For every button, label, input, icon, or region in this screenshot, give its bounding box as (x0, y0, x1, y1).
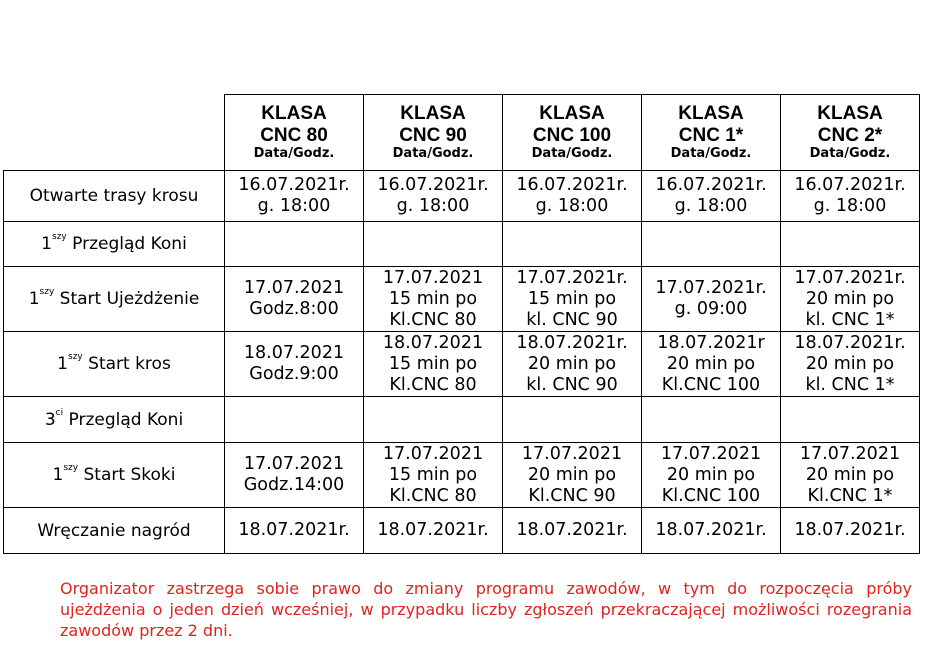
table-row (4, 267, 920, 332)
schedule-table (3, 94, 920, 554)
schedule-cell (225, 397, 364, 443)
schedule-cell (364, 443, 503, 508)
column-header-cnc1star (642, 95, 781, 171)
column-class-name: CNC 1* (678, 124, 744, 146)
schedule-cell (781, 508, 920, 554)
cell-line: 17.07.2021r. (516, 267, 628, 288)
cell-line: g. 18:00 (813, 196, 887, 216)
column-class-name: CNC 90 (399, 124, 467, 146)
cell-line: 17.07.2021 (382, 267, 484, 288)
schedule-cell (781, 332, 920, 397)
cell-line: kl. CNC 90 (526, 374, 618, 395)
cell-line: 20 min po (527, 464, 617, 485)
schedule-cell (364, 397, 503, 443)
schedule-cell (364, 171, 503, 222)
schedule-cell (503, 222, 642, 267)
row-label-superscript: ci (55, 407, 64, 418)
schedule-cell (503, 332, 642, 397)
schedule-cell (503, 397, 642, 443)
row-label-superscript: szy (52, 232, 67, 242)
schedule-cell (503, 508, 642, 554)
table-row (4, 397, 920, 443)
row-label-text: Start Ujeżdżenie (54, 289, 200, 309)
schedule-cell (503, 443, 642, 508)
cell-line: 16.07.2021r. (516, 175, 628, 195)
column-klasa-label: KLASA (678, 102, 744, 124)
schedule-cell (642, 508, 781, 554)
row-label-superscript: szy (68, 352, 83, 362)
cell-line: Kl.CNC 80 (389, 374, 477, 395)
schedule-cell (781, 443, 920, 508)
column-sub-label: Data/Godz. (670, 146, 752, 162)
row-label-ordinal: 1 (52, 465, 64, 485)
cell-line: g. 18:00 (535, 196, 609, 216)
cell-line: 18.07.2021r (657, 332, 765, 353)
cell-line: 17.07.2021 (382, 443, 484, 464)
cell-line: Godz.8:00 (249, 299, 339, 319)
cell-line: 16.07.2021r. (377, 175, 489, 195)
schedule-cell (781, 267, 920, 332)
cell-line: 16.07.2021r. (794, 175, 906, 195)
cell-line: 17.07.2021 (243, 278, 345, 298)
schedule-cell (642, 332, 781, 397)
table-row (4, 443, 920, 508)
column-class-name: CNC 100 (532, 124, 612, 146)
row-label-text: Przegląd Koni (63, 409, 184, 430)
cell-line: g. 09:00 (674, 299, 748, 319)
schedule-cell (642, 397, 781, 443)
cell-line: 16.07.2021r. (238, 175, 350, 195)
cell-line: 20 min po (527, 353, 617, 374)
header-blank-cell (4, 95, 225, 171)
cell-line: Kl.CNC 100 (661, 374, 761, 395)
row-label-text: Start kros (82, 354, 171, 374)
schedule-cell (781, 397, 920, 443)
cell-line: 18.07.2021r. (794, 520, 906, 540)
row-label (4, 332, 225, 397)
column-sub-label: Data/Godz. (531, 146, 613, 162)
cell-line: 16.07.2021r. (655, 175, 767, 195)
cell-line: 17.07.2021 (799, 443, 901, 464)
cell-line: 18.07.2021 (382, 332, 484, 353)
schedule-cell (642, 171, 781, 222)
cell-line: 20 min po (666, 464, 756, 485)
schedule-cell (364, 222, 503, 267)
schedule-cell (642, 222, 781, 267)
cell-line: 18.07.2021r. (516, 332, 628, 353)
row-label-text: Wręczanie nagród (37, 520, 191, 541)
cell-line: 18.07.2021r. (377, 520, 489, 540)
schedule-cell (503, 267, 642, 332)
row-label-superscript: szy (39, 287, 55, 297)
row-label (4, 397, 225, 443)
cell-line: Kl.CNC 1* (807, 485, 893, 506)
cell-line: Kl.CNC 100 (661, 485, 761, 506)
cell-line: kl. CNC 1* (805, 309, 895, 330)
cell-line: 20 min po (805, 288, 895, 309)
row-label (4, 171, 225, 222)
cell-line: Kl.CNC 80 (389, 309, 477, 330)
column-klasa-label: KLASA (400, 102, 466, 124)
cell-line: Kl.CNC 80 (389, 485, 477, 506)
row-label-superscript: szy (63, 463, 79, 473)
schedule-cell (503, 171, 642, 222)
cell-line: 17.07.2021 (521, 443, 623, 464)
cell-line: kl. CNC 1* (805, 374, 895, 395)
row-label-ordinal: 1 (28, 289, 40, 309)
cell-line: 15 min po (527, 288, 617, 309)
schedule-cell (642, 443, 781, 508)
cell-line: 18.07.2021r. (516, 520, 628, 540)
cell-line: 20 min po (805, 353, 895, 374)
cell-line: 17.07.2021r. (655, 278, 767, 298)
cell-line: Kl.CNC 90 (528, 485, 616, 506)
row-label-text: Otwarte trasy krosu (29, 186, 199, 206)
cell-line: g. 18:00 (674, 196, 748, 216)
schedule-cell (364, 267, 503, 332)
column-klasa-label: KLASA (539, 102, 605, 124)
column-sub-label: Data/Godz. (253, 146, 335, 162)
cell-line: 20 min po (805, 464, 895, 485)
schedule-cell (225, 332, 364, 397)
schedule-cell (642, 267, 781, 332)
column-klasa-label: KLASA (817, 102, 883, 124)
row-label-ordinal: 1 (41, 234, 52, 254)
schedule-cell (225, 267, 364, 332)
schedule-cell (781, 171, 920, 222)
cell-line: Godz.14:00 (243, 475, 345, 495)
schedule-cell (364, 332, 503, 397)
row-label-text: Przegląd Koni (66, 234, 187, 254)
table-row (4, 332, 920, 397)
cell-line: 17.07.2021 (660, 443, 762, 464)
schedule-cell (225, 508, 364, 554)
cell-line: 15 min po (388, 288, 478, 309)
column-class-name: CNC 2* (817, 124, 883, 146)
row-label-text: Start Skoki (78, 465, 176, 485)
column-klasa-label: KLASA (261, 102, 327, 124)
cell-line: 15 min po (388, 464, 478, 485)
cell-line: kl. CNC 90 (526, 309, 618, 330)
column-class-name: CNC 80 (260, 124, 328, 146)
column-header-cnc100 (503, 95, 642, 171)
cell-line: 18.07.2021r. (238, 520, 350, 540)
organizer-note: Organizator zastrzega sobie prawo do zmiany programu zawodów, w tym do rozpoczęcia próby ujeżdżenia o jeden dzień wcześniej, w przypadku liczby zgłoszeń przekraczającej możliwości rozegrania zawodów przez 2 dni. (60, 579, 912, 640)
row-label-ordinal: 3 (44, 409, 56, 430)
table-row (4, 222, 920, 267)
cell-line: 15 min po (388, 353, 478, 374)
cell-line: 17.07.2021r. (794, 267, 906, 288)
cell-line: 18.07.2021r. (655, 520, 767, 540)
column-header-cnc2star (781, 95, 920, 171)
cell-line: 20 min po (666, 353, 756, 374)
column-header-cnc90 (364, 95, 503, 171)
table-row (4, 171, 920, 222)
schedule-cell (364, 508, 503, 554)
table-row (4, 508, 920, 554)
schedule-cell (225, 171, 364, 222)
row-label (4, 508, 225, 554)
column-sub-label: Data/Godz. (809, 146, 891, 162)
column-sub-label: Data/Godz. (392, 146, 474, 162)
row-label (4, 443, 225, 508)
row-label (4, 222, 225, 267)
schedule-cell (225, 222, 364, 267)
schedule-cell (225, 443, 364, 508)
cell-line: 17.07.2021 (243, 454, 345, 474)
cell-line: g. 18:00 (396, 196, 470, 216)
cell-line: 18.07.2021r. (794, 332, 906, 353)
row-label-ordinal: 1 (57, 354, 68, 374)
cell-line: Godz.9:00 (249, 364, 339, 384)
column-header-cnc80 (225, 95, 364, 171)
header-row (4, 95, 920, 171)
cell-line: g. 18:00 (257, 196, 331, 216)
row-label (4, 267, 225, 332)
schedule-cell (781, 222, 920, 267)
cell-line: 18.07.2021 (243, 343, 345, 363)
